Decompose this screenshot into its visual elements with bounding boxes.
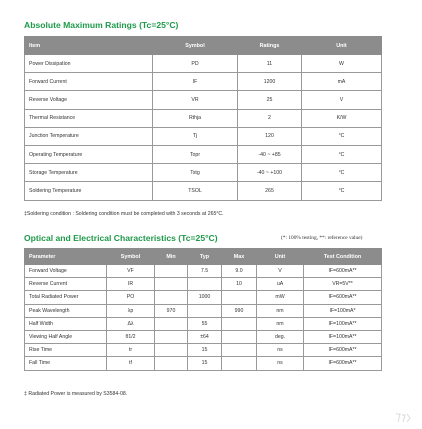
table-cell: 9.0 [222,265,257,278]
table-cell: IF=600mA** [304,344,382,357]
table-cell: 15 [188,344,222,357]
table-row [25,344,382,357]
table-cell: TSOL [153,182,238,200]
table-cell: 120 [238,127,302,145]
table-cell: Junction Temperature [25,127,153,145]
col-header-max: Max [222,249,257,265]
table-cell: Topr [153,145,238,163]
table-cell: 11 [238,55,302,73]
table-cell: ns [257,357,304,370]
table-header-row [25,249,382,265]
table-cell: -40 ~ +85 [238,145,302,163]
table-cell: IF=100mA** [304,330,382,343]
table-row [25,145,382,163]
table-cell: °C [302,182,382,200]
table-row [25,164,382,182]
table-cell: θ1/2 [107,330,155,343]
table-cell [155,278,188,291]
table-cell: Power Dissipation [25,55,153,73]
table-cell: PO [107,291,155,304]
table-cell [222,357,257,370]
col-header-ratings: Ratings [238,37,302,55]
table-cell: mA [302,73,382,91]
table-cell: 2 [238,109,302,127]
table-row [25,55,382,73]
table-cell: 970 [155,304,188,317]
table-row [25,330,382,343]
table-row [25,317,382,330]
table-cell: °C [302,127,382,145]
table-cell [155,344,188,357]
table-cell: Δλ [107,317,155,330]
table-cell: VR=5V** [304,278,382,291]
table-row [25,357,382,370]
table-cell: nm [257,317,304,330]
table-cell: Viewing Half Angle [25,330,107,343]
table-cell: Total Radiated Power [25,291,107,304]
table-cell: °C [302,164,382,182]
table-cell: IF [153,73,238,91]
table-cell: Forward Voltage [25,265,107,278]
table-cell: Thermal Resistance [25,109,153,127]
table-cell [155,291,188,304]
table-cell: Forward Current [25,73,153,91]
table-cell: uA [257,278,304,291]
table-cell: Fall Time [25,357,107,370]
col-header-unit: Unit [257,249,304,265]
col-header-typ: Typ [188,249,222,265]
table-cell: Reverse Voltage [25,91,153,109]
table-cell: λp [107,304,155,317]
table-cell: 265 [238,182,302,200]
table-row [25,91,382,109]
col-header-symbol: Symbol [153,37,238,55]
table-cell [222,344,257,357]
table-cell: 1200 [238,73,302,91]
table-cell: tf [107,357,155,370]
table-cell: IR [107,278,155,291]
table-cell: deg. [257,330,304,343]
absolute-max-ratings-title: Absolute Maximum Ratings (Tc=25°C) [24,20,179,30]
table-row [25,304,382,317]
testing-legend: (*: 100% testing, **: reference value) [281,235,363,241]
table-cell: V [257,265,304,278]
col-header-parameter: Parameter [25,249,107,265]
table-cell: IF=600mA** [304,265,382,278]
optical-electrical-title: Optical and Electrical Characteristics (Tc=25°C) [24,233,218,243]
watermark-icon [394,412,412,424]
table-cell: Reverse Current [25,278,107,291]
table-cell [188,278,222,291]
table-cell: VR [153,91,238,109]
soldering-note: ‡Soldering condition : Soldering condition must be completed with 3 seconds at 265°C. [24,211,224,217]
table-cell [155,317,188,330]
table-cell: 15 [188,357,222,370]
table-cell: W [302,55,382,73]
table-cell [155,265,188,278]
table-row [25,109,382,127]
table-row [25,265,382,278]
table-cell: 10 [222,278,257,291]
table-cell [155,357,188,370]
col-header-unit: Unit [302,37,382,55]
table-cell: IF=100mA** [304,317,382,330]
table-row [25,182,382,200]
table-cell: VF [107,265,155,278]
table-cell [222,291,257,304]
table-cell: 25 [238,91,302,109]
table-cell: tr [107,344,155,357]
characteristics-table-body [25,265,382,371]
table-row [25,291,382,304]
table-cell: Peak Wavelength [25,304,107,317]
table-cell [222,317,257,330]
table-row [25,278,382,291]
table-row [25,127,382,145]
radiated-power-note: ‡ Radiated Power is measured by S3584-08. [24,391,128,397]
table-cell: Storage Temperature [25,164,153,182]
table-cell: K/W [302,109,382,127]
table-cell: IF=100mA* [304,304,382,317]
col-header-min: Min [155,249,188,265]
col-header-symbol: Symbol [107,249,155,265]
table-cell: 7.5 [188,265,222,278]
table-cell: V [302,91,382,109]
absolute-max-ratings-table [24,36,382,201]
col-header-item: Item [25,37,153,55]
table-row [25,73,382,91]
table-cell: mW [257,291,304,304]
table-cell: nm [257,304,304,317]
table-cell [155,330,188,343]
table-cell: Tj [153,127,238,145]
table-cell: IF=600mA** [304,357,382,370]
table-cell [188,304,222,317]
table-cell: Half Width [25,317,107,330]
optical-electrical-table [24,248,382,371]
table-cell: ±64 [188,330,222,343]
col-header-test-condition: Test Condition [304,249,382,265]
table-cell: 1000 [188,291,222,304]
table-cell: 990 [222,304,257,317]
table-cell: PD [153,55,238,73]
ratings-table-body [25,55,382,201]
table-header-row [25,37,382,55]
table-cell: 55 [188,317,222,330]
table-cell: ns [257,344,304,357]
table-cell [222,330,257,343]
table-cell: Operating Temperature [25,145,153,163]
table-cell: IF=600mA** [304,291,382,304]
table-cell: Tstg [153,164,238,182]
table-cell: -40 ~ +100 [238,164,302,182]
table-cell: °C [302,145,382,163]
table-cell: Rise Time [25,344,107,357]
table-cell: Soldering Temperature [25,182,153,200]
table-cell: Rthja [153,109,238,127]
